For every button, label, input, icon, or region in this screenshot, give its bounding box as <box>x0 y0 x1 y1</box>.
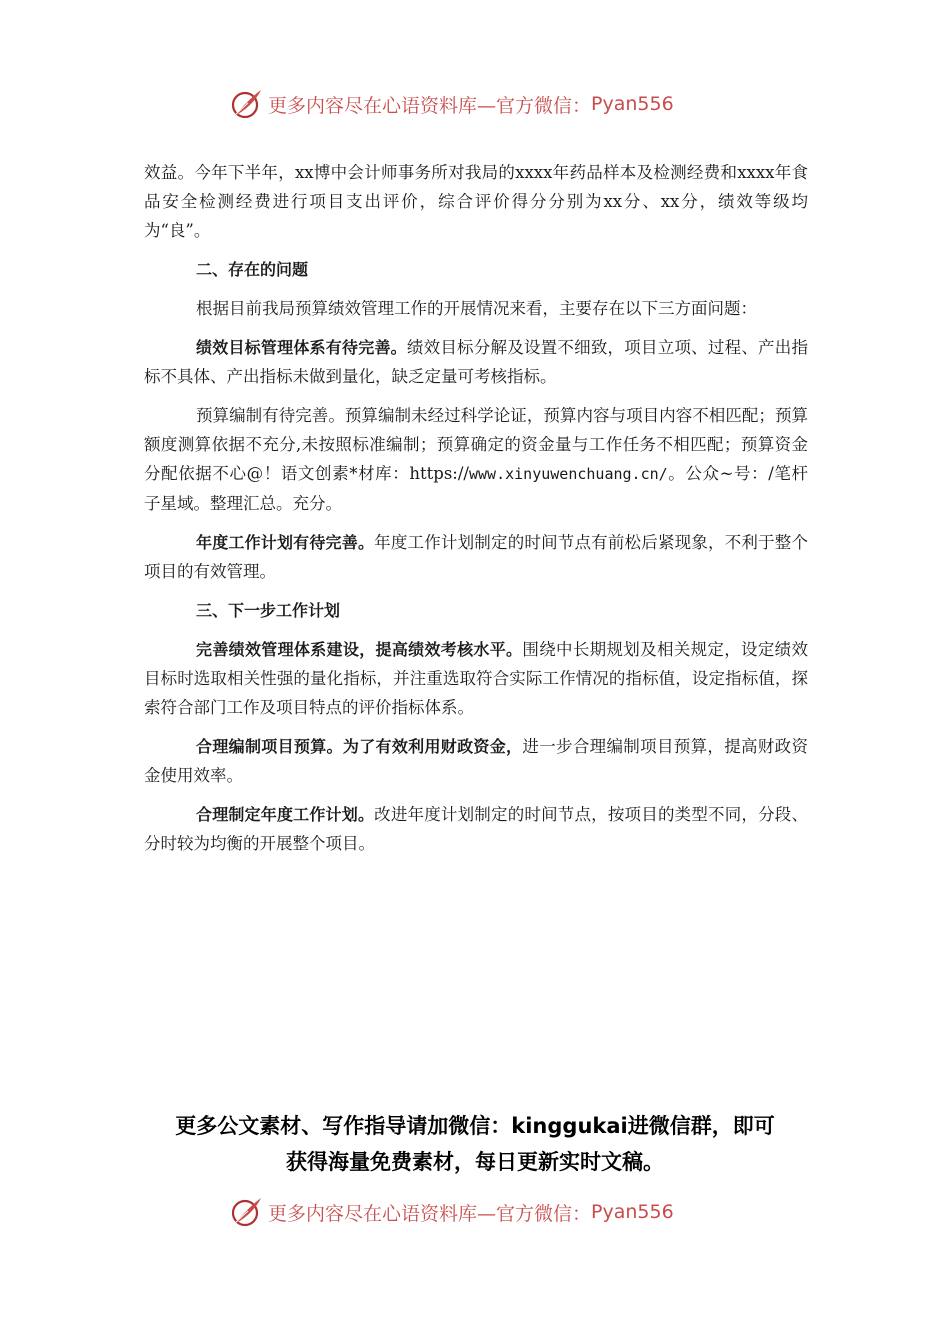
paragraph-text: 预算编制有待完善。预算编制未经过科学论证，预算内容与项目内容不相匹配；预算额度测算依据不充分,未按照标准编制；预算确定的资金量与工作任务不相匹配；预算资金分配依据不心@！语文创素*材库：https:// <box>144 406 808 483</box>
watermark-text: 更多内容尽在心语资料库—官方微信： <box>268 94 592 117</box>
paragraph-improve-system <box>144 635 808 722</box>
paragraph-text: 年度工作计划制定的时间节点有前松后紧现象，不利于整个项目的有效管理。 <box>144 533 808 581</box>
paragraph-project-budget <box>144 732 808 790</box>
paragraph-annual-plan <box>144 528 808 586</box>
paragraph-lead: 绩效目标管理体系有待完善。 <box>196 338 407 357</box>
paragraph-lead: 完善绩效管理体系建设，提高绩效考核水平。 <box>196 640 523 659</box>
paragraph-text: 进一步合理编制项目预算，提高财政资金使用效率。 <box>144 737 808 785</box>
feather-pen-logo-icon <box>228 1194 264 1230</box>
paragraph-text: 围绕中长期规划及相关规定，设定绩效目标时选取相关性强的量化指标，并注重选取符合实际工作情况的指标值，设定指标值，探索符合部门工作及项目特点的评价指标体系。 <box>144 640 808 717</box>
document-body <box>144 158 808 868</box>
paragraph-lead: 年度工作计划有待完善。 <box>196 533 375 552</box>
paragraph-annual-work-plan <box>144 800 808 858</box>
header-watermark <box>228 86 674 122</box>
feather-pen-logo-icon <box>228 86 264 122</box>
paragraph-intro: 根据目前我局预算绩效管理工作的开展情况来看，主要存在以下三方面问题： <box>196 299 757 318</box>
footer-promo <box>100 1108 850 1180</box>
paragraph-continuation: 效益。今年下半年，xx博中会计师事务所对我局的xxxx年药品样本及检测经费和xxxx年食品安全检测经费进行项目支出评价，综合评价得分分别为xx分、xx分，绩效等级均为“良”。 <box>144 163 808 240</box>
paragraph-budget-compilation <box>144 401 808 518</box>
section-heading-problems: 二、存在的问题 <box>196 260 309 279</box>
paragraph-text: 。公众~号：/笔杆子星域。整理汇总。充分。 <box>144 464 808 513</box>
footer-promo-line: 获得海量免费素材，每日更新实时文稿。 <box>286 1150 664 1174</box>
watermark-text: 更多内容尽在心语资料库—官方微信： <box>268 1202 592 1225</box>
section-heading-next-steps: 三、下一步工作计划 <box>196 601 341 620</box>
footer-promo-line: 更多公文素材、写作指导请加微信：kinggukai进微信群，即可 <box>175 1114 775 1138</box>
paragraph-text: 改进年度计划制定的时间节点，按项目的类型不同，分段、分时较为均衡的开展整个项目。 <box>144 805 808 853</box>
paragraph-text: 绩效目标分解及设置不细致，项目立项、过程、产出指标不具体、产出指标未做到量化，缺乏定量可考核指标。 <box>144 338 808 386</box>
watermark-wechat-id: Pyan556 <box>591 1201 674 1223</box>
paragraph-target-management <box>144 333 808 391</box>
paragraph-lead: 合理制定年度工作计划。 <box>196 805 375 824</box>
watermark-wechat-id: Pyan556 <box>591 93 674 115</box>
paragraph-lead: 合理编制项目预算。为了有效利用财政资金， <box>196 737 523 756</box>
footer-watermark <box>228 1194 674 1230</box>
inline-url: www.xinyuwenchuang.cn/ <box>469 465 668 483</box>
